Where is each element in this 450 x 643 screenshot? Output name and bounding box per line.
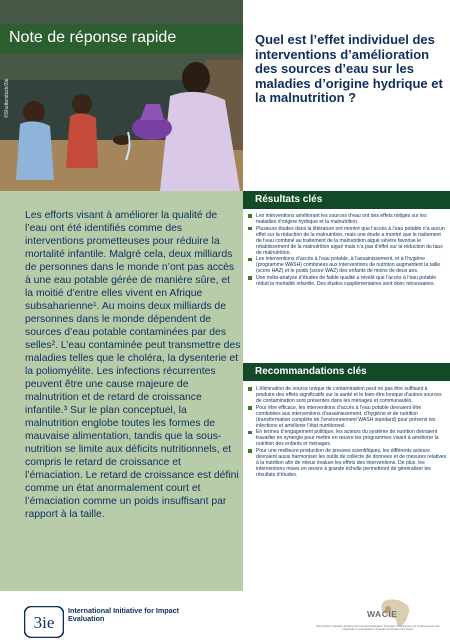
brief-title: Quel est l’effet individuel des interventions d’amélioration des sources d’eau sur les maladies d’origine hydrique et la malnutrition ? <box>255 32 443 106</box>
recommendation-item: Pour être efficace, les interventions d’accès à l’eau potable devraient être combinées aux interventions d’assainissement, d’hygiène et de nutrition (transformation complète de l’environnement WASH standard) pour prévenir les infections et améliorer l’état nutritionnel. <box>248 405 447 429</box>
recommendation-item: L’élimination de source unique de contamination peut ne pas être suffisant à produire des effets significatifs sur la santé et le bien-être lorsque d’autres sources de contamination sont présentes dans les ménages et communautés. <box>248 386 447 404</box>
findings-column <box>243 191 450 591</box>
results-heading-bar <box>243 191 450 209</box>
3ie-logo-mark: 3ie <box>33 613 55 632</box>
result-item: Les interventions d’accès à l’eau potable, à l’assainissement, et à l’hygiène (programme WASH) combinées aux interventions de nutrition augmentent la taille (score HAZ) et le poids (score WAZ) des enfants de moins de deux ans. <box>248 256 447 274</box>
org-name: International Initiative for Impact Evaluation <box>68 606 180 624</box>
result-item: Les interventions améliorant les sources d’eau ont des effets mitigés sur les maladies d’origine hydrique et la malnutrition. <box>248 213 447 225</box>
recommendation-item: En termes d’engagement politique, les acteurs du système de nutrition devraient travailler en synergie pour mettre en œuvre les programmes visant à améliorer la nutrition des enfants et ménages. <box>248 429 447 447</box>
recommendations-heading: Recommandations clés <box>255 366 367 377</box>
title-panel <box>243 0 450 191</box>
brief-type-label: Note de réponse rapide <box>9 29 177 46</box>
partner-subtitle: West Africa Capacity-building and Impact Evaluation Program / Programme de renforcement des capacités et d’évaluation d’impact en Afrique de l’Ouest <box>316 624 440 632</box>
recommendation-item: Pour une meilleure production de preuves scientifiques, les différents acteurs devraient aussi harmoniser les outils de collecte de données et de mesures relatives à la nutrition afin de mieux évaluer les effets des interventions. De plus, les interventions mises en œuvre à grande échelle permettront de généraliser les résultats d’études. <box>248 448 447 478</box>
results-list <box>248 213 447 288</box>
footer <box>0 591 450 643</box>
result-item: Plusieurs études dans la littérature ont montré que l’accès à l’eau potable n’a aucun effet sur la réduction de la malnutrition, mais une étude a montré que le traitement de l’eau combiné au traitement de la malnutrition aiguë sévère favorise le rétablissement de la malnutrition aiguë mais n’a pas d’effet sur la réduction du taux de malnutrition. <box>248 226 447 256</box>
intro-paragraph: Les efforts visant à améliorer la qualité de l’eau ont été identifiés comme des interventions prometteuses pour réduire la mortalité infantile. Malgré cela, deux milliards de personnes dans le monde n’ont pas accès à une eau potable gérée de manière sûre, et la moitié d’entre elles vivent en Afrique subsaharienne¹. Au moins deux milliards de personnes dans le monde dépendent de sources d’eau potable contaminées par des selles². L’eau contaminée peut transmettre des maladies telles que le choléra, la dysenterie et la poliomyélite. Les infections récurrentes peuvent être une cause majeure de malnutrition et de retard de croissance infantile.³ Sur le plan conceptuel, la malnutrition englobe toutes les formes de mauvaise alimentation, tandis que la sous-nutrition se limite aux déficits nutritionnels, et compris le retard de croissance et l’émaciation. Le retard de croissance est défini comme un état anormalement court et l’émaciation comme un poids insuffisant par rapport à la taille. <box>25 210 241 520</box>
recommendations-list <box>248 386 447 479</box>
results-heading: Résultats clés <box>255 194 323 205</box>
cover-photo <box>0 0 243 191</box>
photo-credit: ©Shutterstock/3ie <box>4 78 10 118</box>
partner-logo-word: WACIE <box>367 609 398 619</box>
intro-panel <box>0 191 243 591</box>
recommendations-heading-bar <box>243 363 450 381</box>
brief-type-banner <box>0 24 243 54</box>
3ie-logo-icon <box>24 606 64 638</box>
result-item: Une méta-analyse d’études de faible qualité a révélé que l’accès à l’eau potable réduit la mortalité infantile. Des études supplémentaires sont donc nécessaires. <box>248 275 447 287</box>
